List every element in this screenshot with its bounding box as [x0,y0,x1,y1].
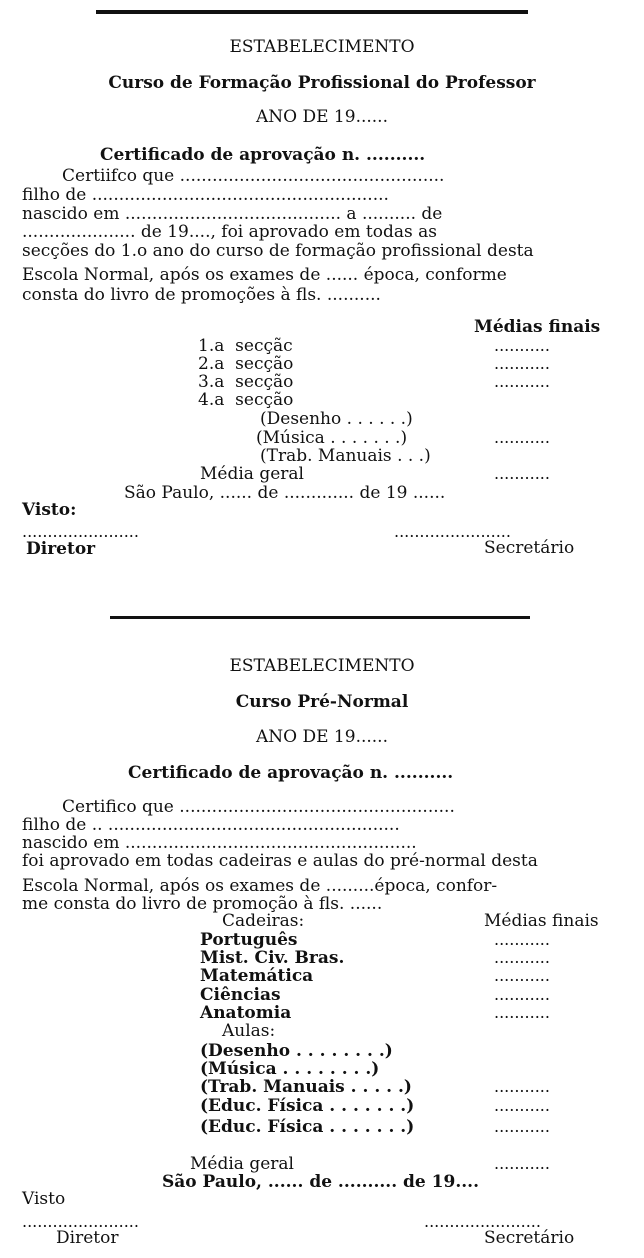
section-row-label: 3.a secção [198,372,294,392]
subject-row-dots: ........... [494,1003,550,1022]
certificate-number-heading: Certificado de aprovação n. .......... [128,763,454,783]
body-line: Escola Normal, após os exames de .........época, confor- [22,876,498,896]
director-label: Diretor [26,539,96,559]
class-row-label: (Trab. Manuais . . . . .) [200,1077,412,1097]
class-row-label: (Educ. Física . . . . . . .) [200,1096,415,1116]
establishment-heading: ESTABELECIMENTO [229,37,415,57]
class-row-dots: ........... [494,1096,550,1115]
subjects-header: Cadeiras: [222,911,305,931]
course-title: Curso de Formação Profissional do Professor [108,73,536,93]
year-line: ANO DE 19...... [256,727,388,747]
subject-row-dots: ........... [494,930,550,949]
class-row-label: (Educ. Física . . . . . . .) [200,1117,415,1137]
subject-row-label: Anatomia [200,1003,292,1023]
director-signature-dots: ....................... [22,522,139,541]
body-line: consta do livro de promoções à fls. .......... [22,285,381,305]
classes-header: Aulas: [222,1021,276,1041]
body-line: nascido em ........................................ a .......... de [22,204,443,224]
section-row-label: 2.a secção [198,354,294,374]
body-line: Certiifco que ................................................. [62,166,445,186]
section-row-label: 4.a secção [198,390,294,410]
secretary-signature-dots: ....................... [394,522,511,541]
secretary-signature-dots: ....................... [424,1212,541,1231]
final-averages-header: Médias finais [484,911,599,931]
certificate-number-heading: Certificado de aprovação n. .......... [100,145,426,165]
subject-row-dots: ........... [494,948,550,967]
date-line: São Paulo, ...... de .......... de 19.... [162,1172,479,1192]
body-line: Certifico que ................................................... [62,797,455,817]
director-signature-dots: ....................... [22,1212,139,1231]
subject-row-label: Mist. Civ. Bras. [200,948,345,968]
middle-divider-rule [110,616,530,619]
secretary-label: Secretário [484,1228,575,1248]
subject-row-label: (Desenho . . . . . .) [260,409,413,429]
final-averages-header: Médias finais [474,317,601,337]
establishment-heading: ESTABELECIMENTO [229,656,415,676]
section-row-dots: ........... [494,354,550,373]
visto-label: Visto [22,1189,66,1209]
subject-row-label: Matemática [200,966,314,986]
body-line: foi aprovado em todas cadeiras e aulas do pré-normal desta [22,851,538,871]
subject-row-label: Ciências [200,985,281,1005]
course-title: Curso Pré-Normal [235,692,409,712]
secretary-label: Secretário [484,538,575,558]
class-row-label: (Música . . . . . . . .) [200,1059,380,1079]
subject-row-dots: ........... [494,428,550,447]
body-line: nascido em ...................................................... [22,833,417,853]
subject-row-label: (Música . . . . . . .) [256,428,408,448]
general-average-label: Média geral [190,1154,294,1174]
class-row-dots: ........... [494,1077,550,1096]
date-line: São Paulo, ...... de ............. de 19 ...... [124,483,446,503]
top-divider-rule [96,10,528,14]
class-row-dots: ........... [494,1117,550,1136]
subject-row-dots: ........... [494,966,550,985]
class-row-label: (Desenho . . . . . . . .) [200,1041,393,1061]
body-line: Escola Normal, após os exames de ...... época, conforme [22,265,507,285]
general-average-dots: ........... [494,1154,550,1173]
general-average-label: Média geral [200,464,304,484]
subject-row-label: (Trab. Manuais . . .) [260,446,431,466]
subject-row-dots: ........... [494,985,550,1004]
year-line: ANO DE 19...... [256,107,388,127]
visto-label: Visto: [22,500,77,520]
general-average-dots: ........... [494,464,550,483]
body-line: me consta do livro de promoção à fls. ...... [22,894,383,914]
section-row-dots: ........... [494,336,550,355]
body-line: ..................... de 19...., foi aprovado em todas as [22,222,437,242]
subject-row-label: Português [200,930,298,950]
section-row-dots: ........... [494,372,550,391]
body-line: filho de .. ...................................................... [22,815,400,835]
body-line: secções do 1.o ano do curso de formação profissional desta [22,241,534,261]
body-line: filho de ....................................................... [22,185,389,205]
director-label: Diretor [56,1228,119,1248]
section-row-label: 1.a secçãc [198,336,293,356]
